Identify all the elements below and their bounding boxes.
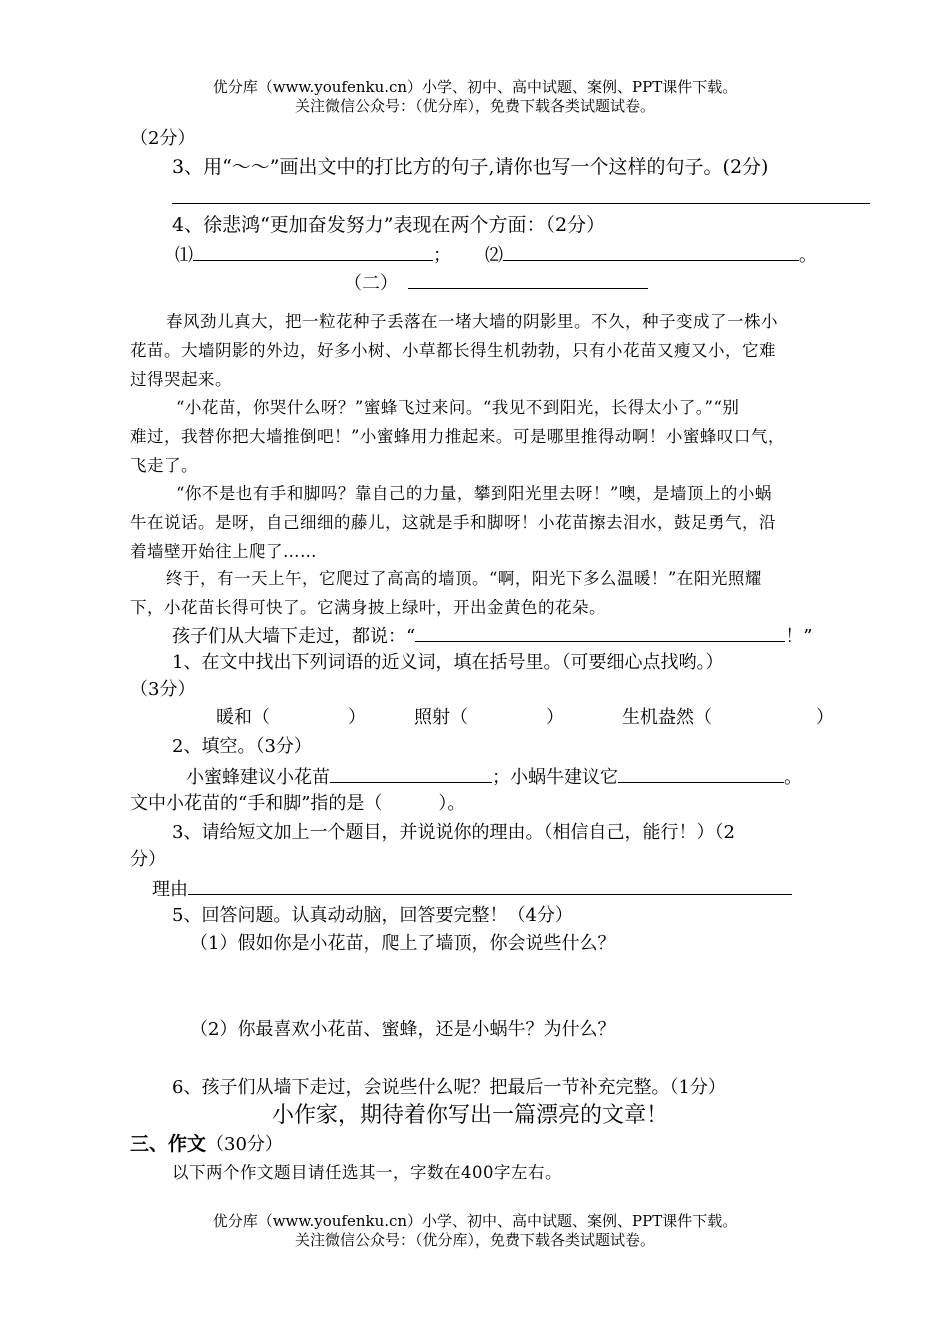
synonym-2-close: ） (546, 707, 564, 728)
fill-3-end: ）。 (438, 793, 466, 814)
q4-separator: ； (433, 245, 451, 266)
fill-1-text: 小蜜蜂建议小花苗 (186, 767, 330, 788)
section-2-heading: （二） (344, 273, 398, 294)
q4-label-b: ⑵ (485, 245, 503, 266)
reason-blank[interactable] (188, 876, 792, 895)
story-p1-line3: 过得哭起来。 (130, 370, 232, 389)
slogan: 小作家，期待着你写出一篇漂亮的文章！ (272, 1103, 669, 1128)
fill-2-blank[interactable] (618, 764, 784, 783)
story-p1-line2: 花苗。大墙阴影的外边，好多小树、小草都长得生机勃勃，只有小花苗又瘦又小，它难 (130, 341, 776, 360)
story-p4-line2: 下，小花苗长得可快了。它满身披上绿叶，开出金黄色的花朵。 (130, 598, 606, 617)
fill-3-text: 文中小花苗的“手和脚”指的是（ (130, 793, 383, 814)
fill-1-blank[interactable] (330, 764, 492, 783)
fill-2-text: ；小蜗牛建议它 (492, 767, 618, 788)
section-3-title: 三、作文 (130, 1133, 207, 1155)
story-p2-line3: 飞走了。 (130, 456, 198, 475)
synonym-3 (622, 706, 834, 730)
question-2-2: 2、填空。（3分） (172, 736, 312, 757)
question-2-6: 6、孩子们从墙下走过，会说些什么呢？把最后一节补充完整。（1分） (172, 1077, 726, 1098)
question-2-3-cont: 分） (130, 849, 166, 870)
story-p2-line2: 难过，我替你把大墙推倒吧！”小蜜蜂用力推起来。可是哪里推得动啊！小蜜蜂叹口气， (130, 427, 785, 446)
synonym-1-close: ） (348, 707, 366, 728)
synonym-3-label: 生机盎然（ (622, 707, 712, 728)
synonym-2-label: 照射（ (414, 707, 468, 728)
story-p5-blank[interactable] (415, 623, 785, 642)
question-2-3: 3、请给短文加上一个题目，并说说你的理由。（相信自己，能行！）（2 (172, 822, 735, 843)
essay-instructions: 以下两个作文题目请任选其一，字数在400字左右。 (172, 1163, 562, 1182)
header-line-2: 关注微信公众号：（优分库），免费下载各类试题试卷。 (294, 97, 655, 115)
q4-answers (175, 242, 817, 268)
section-2-heading-row (344, 270, 648, 296)
reason-label: 理由 (152, 879, 188, 900)
question-4: 4、徐悲鸿“更加奋发努力”表现在两个方面：（2分） (172, 214, 606, 236)
story-p5-start: 孩子们从大墙下走过，都说：“ (172, 626, 416, 647)
reason-row (152, 876, 792, 902)
question-2-1: 1、在文中找出下列词语的近义词，填在括号里。（可要细心点找哟。） (172, 652, 724, 673)
fill-2-end: 。 (784, 767, 802, 788)
question-2-5-2: （2）你最喜欢小花苗、蜜蜂，还是小蜗牛？为什么？ (190, 1019, 616, 1040)
footer-line-2: 关注微信公众号：（优分库），免费下载各类试题试卷。 (294, 1231, 655, 1249)
question-3: 3、用“～～”画出文中的打比方的句子,请你也写一个这样的句子。(2分) (172, 156, 769, 178)
story-p5-end: ！” (785, 626, 813, 647)
q4-blank-a[interactable] (193, 242, 433, 261)
fill-line-2 (130, 792, 465, 816)
story-p2-line1: “小花苗，你哭什么呀？”蜜蜂飞过来问。“我见不到阳光，长得太小了。”“别 (176, 398, 740, 417)
story-p3-line3: 着墙壁开始往上爬了…… (130, 542, 317, 561)
story-p4-line1: 终于，有一天上午，它爬过了高高的墙顶。“啊，阳光下多么温暖！”在阳光照耀 (166, 569, 762, 588)
story-p3-line2: 牛在说话。是呀，自己细细的藤儿，这就是手和脚呀！小花苗擦去泪水，鼓足勇气，沿 (130, 513, 776, 532)
story-p1-line1: 春风劲儿真大，把一粒花种子丢落在一堵大墙的阴影里。不久，种子变成了一株小 (166, 312, 778, 331)
synonym-2 (414, 706, 564, 730)
answer-line-q3[interactable] (172, 203, 870, 204)
question-2-1-score: （3分） (130, 679, 196, 700)
header-line-1: 优分库（www.youfenku.cn）小学、初中、高中试题、案例、PPT课件下载。 (212, 78, 738, 96)
fill-line-1 (186, 764, 802, 790)
question-2-5-1: （1）假如你是小花苗，爬上了墙顶，你会说些什么？ (190, 933, 616, 954)
q4-end: 。 (799, 245, 817, 266)
prev-score: （2分） (130, 128, 196, 149)
q4-blank-b[interactable] (503, 242, 799, 261)
story-p5 (172, 623, 812, 649)
synonym-1-label: 暖和（ (216, 707, 270, 728)
title-blank[interactable] (408, 270, 648, 289)
synonym-1 (216, 706, 366, 730)
synonym-3-close: ） (816, 707, 834, 728)
section-3-score: （30分） (206, 1134, 283, 1155)
section-3-heading (130, 1132, 283, 1157)
story-p3-line1: “你不是也有手和脚吗？靠自己的力量，攀到阳光里去呀！”噢，是墙顶上的小蜗 (176, 484, 772, 503)
footer-line-1: 优分库（www.youfenku.cn）小学、初中、高中试题、案例、PPT课件下载。 (212, 1212, 738, 1230)
q4-label-a: ⑴ (175, 245, 193, 266)
question-2-5: 5、回答问题。认真动动脑，回答要完整！（4分） (172, 905, 573, 926)
